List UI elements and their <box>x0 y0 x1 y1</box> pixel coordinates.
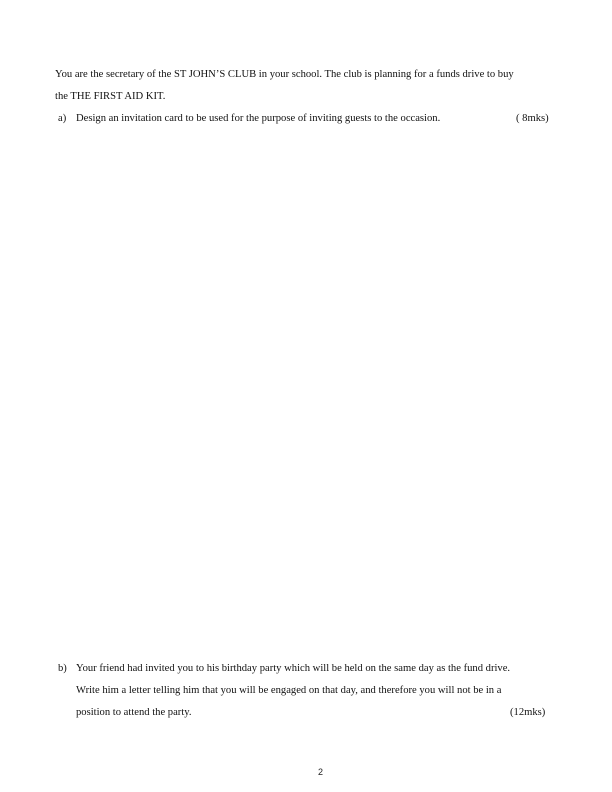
question-b-marks: (12mks) <box>510 707 546 718</box>
intro-line-1: You are the secretary of the ST JOHN’S CLUB in your school. The club is planning for a funds drive to buy <box>55 69 514 80</box>
question-b-line-3: position to attend the party. <box>76 707 192 718</box>
question-b-line-1: Your friend had invited you to his birthday party which will be held on the same day as the fund drive. <box>76 663 511 674</box>
question-b-line-2: Write him a letter telling him that you will be engaged on that day, and therefore you will not be in a <box>76 685 502 696</box>
page-number: 2 <box>318 767 324 777</box>
question-a-marks: ( 8mks) <box>516 113 549 124</box>
answer-space <box>55 135 555 650</box>
intro-line-2: the THE FIRST AID KIT. <box>55 91 166 102</box>
question-b-label: b) <box>58 663 67 674</box>
question-a-text: Design an invitation card to be used for the purpose of inviting guests to the occasion. <box>76 113 441 124</box>
question-a-label: a) <box>58 113 67 124</box>
